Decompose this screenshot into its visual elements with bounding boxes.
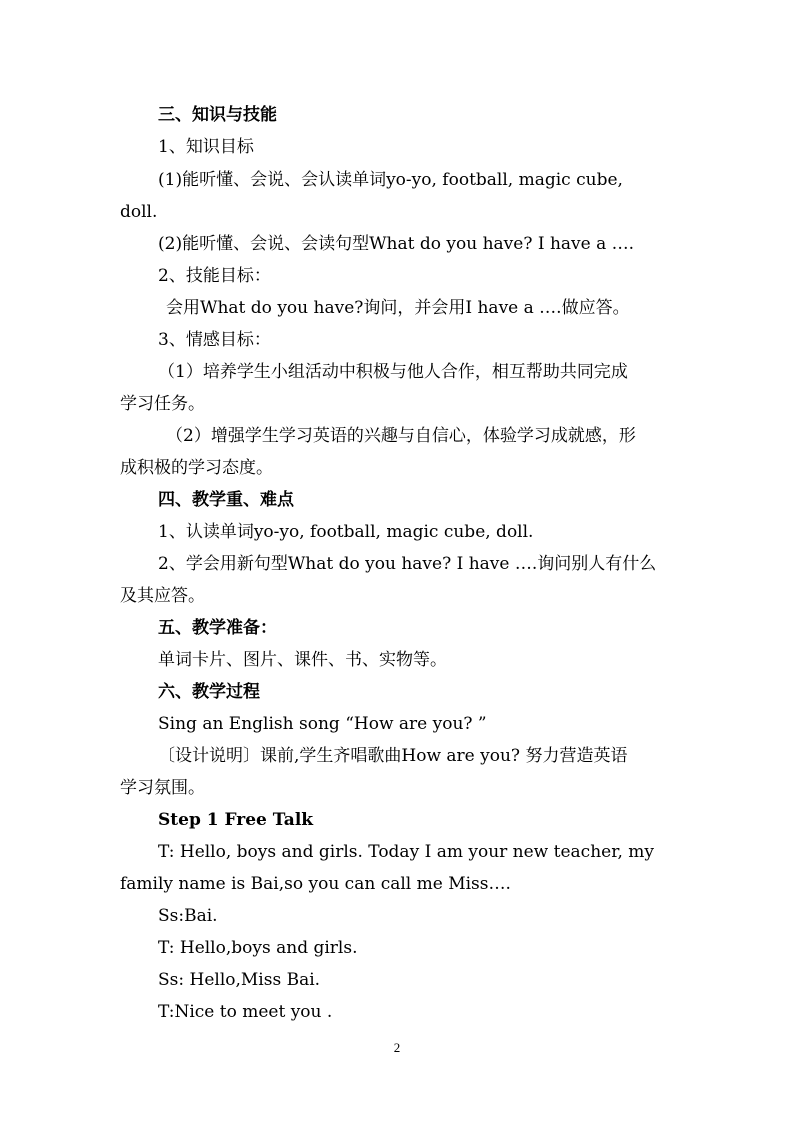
- section-heading-knowledge-skills: 三、知识与技能: [158, 105, 277, 125]
- paragraph-line: 2、学会用新句型What do you have? I have ….询问别人有什么: [158, 554, 657, 574]
- paragraph-line: 成积极的学习态度。: [120, 458, 273, 478]
- paragraph-line: 单词卡片、图片、课件、书、实物等。: [158, 650, 447, 670]
- subheading-knowledge-goals: 1、知识目标: [158, 137, 254, 157]
- dialogue-line: Ss:Bai.: [158, 906, 218, 926]
- paragraph-line: doll.: [120, 202, 158, 222]
- paragraph-line: (1)能听懂、会说、会认读单词yo-yo, football, magic cube,: [158, 170, 623, 190]
- paragraph-line: 〔设计说明〕课前,学生齐唱歌曲How are you? 努力营造英语: [158, 746, 628, 766]
- section-heading-key-points: 四、教学重、难点: [158, 490, 294, 510]
- dialogue-line: T: Hello,boys and girls.: [158, 938, 358, 958]
- subheading-skill-goals: 2、技能目标：: [158, 266, 271, 286]
- paragraph-line: Sing an English song “How are you? ”: [158, 714, 487, 734]
- paragraph-line: 会用What do you have?询问，并会用I have a ….做应答。: [166, 298, 630, 318]
- paragraph-line: （1）培养学生小组活动中积极与他人合作，相互帮助共同完成: [158, 362, 628, 382]
- step-heading-free-talk: Step 1 Free Talk: [158, 810, 314, 830]
- paragraph-line: （2）增强学生学习英语的兴趣与自信心，体验学习成就感，形: [166, 426, 636, 446]
- paragraph-line: (2)能听懂、会说、会读句型What do you have? I have a ….: [158, 234, 635, 254]
- paragraph-line: 1、认读单词yo-yo, football, magic cube, doll.: [158, 522, 534, 542]
- subheading-emotional-goals: 3、情感目标：: [158, 330, 271, 350]
- dialogue-line: T:Nice to meet you .: [158, 1002, 333, 1022]
- section-heading-preparation: 五、教学准备：: [158, 618, 277, 638]
- dialogue-line: Ss: Hello,Miss Bai.: [158, 970, 321, 990]
- dialogue-line: T: Hello, boys and girls. Today I am your new teacher, my: [158, 842, 654, 862]
- dialogue-line: family name is Bai,so you can call me Miss….: [120, 874, 511, 894]
- paragraph-line: 及其应答。: [120, 586, 205, 606]
- paragraph-line: 学习任务。: [120, 394, 205, 414]
- section-heading-teaching-process: 六、教学过程: [158, 682, 260, 702]
- paragraph-line: 学习氛围。: [120, 778, 205, 798]
- page-number: 2: [393, 1040, 401, 1055]
